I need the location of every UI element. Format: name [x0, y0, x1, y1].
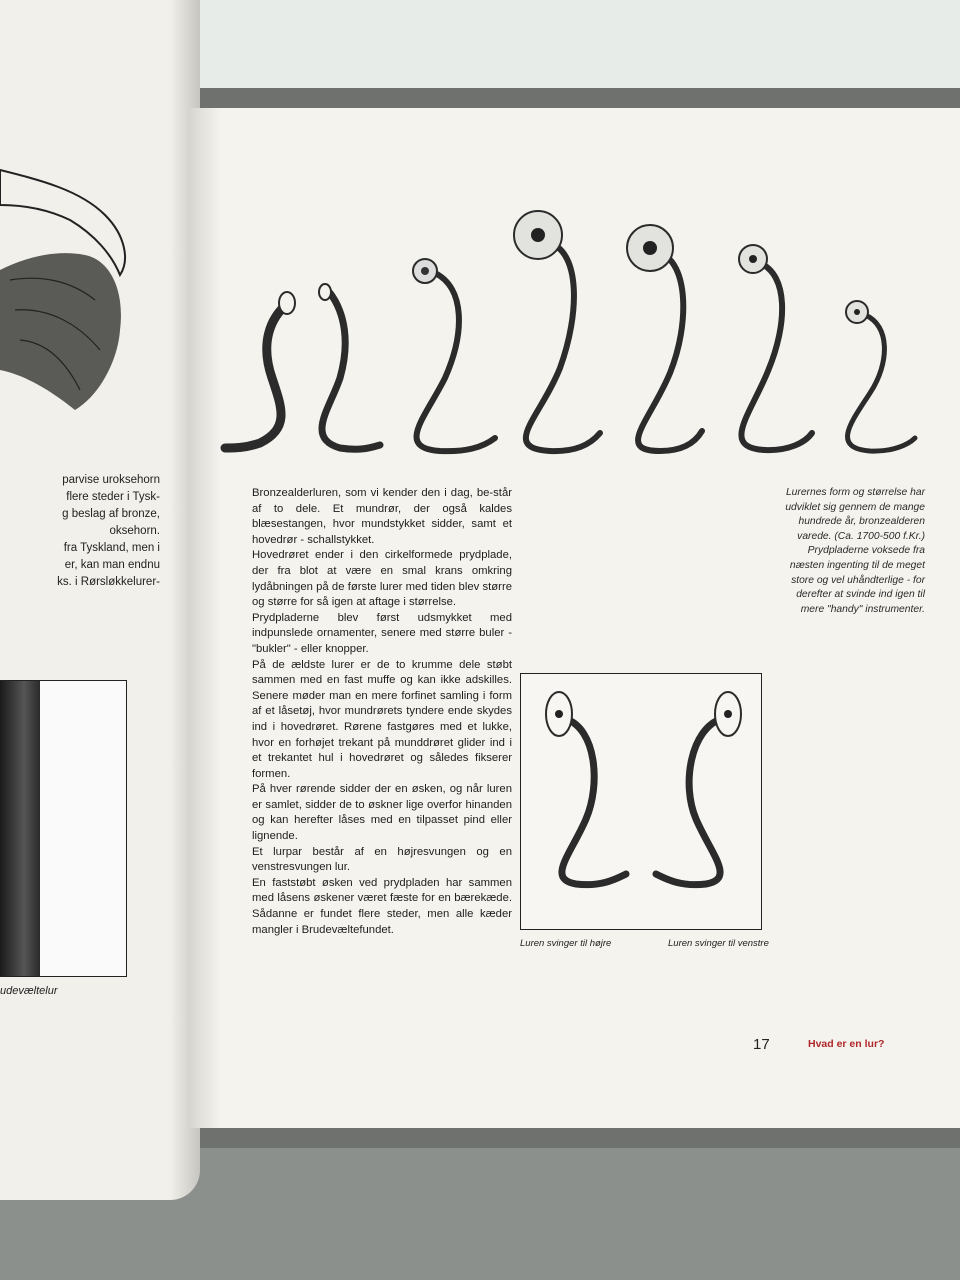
lur-pair-diagram: [520, 673, 762, 930]
right-gutter-shadow: [190, 108, 220, 1128]
paragraph: På de ældste lurer er de to krumme dele støbt sammen med en fast muffe og kan ikke adskilles. Senere møder man en mere forfinet samling i form af et låsetøj, hvor mundrørets tyndere ende skydes ind i hovedrøret. Rørene fastgøres med et lukke, hvor en forhøjet trekant på munddrøret glider ind i et trekantet hul i hovedrøret og således fikserer formen.: [252, 658, 512, 780]
running-head: Hvad er en lur?: [808, 1038, 885, 1050]
left-text-line: ks. i Rørsløkkelurer-: [57, 576, 160, 588]
left-text-line: fra Tyskland, men i: [63, 542, 160, 554]
left-text-line: g beslag af bronze,: [62, 508, 160, 520]
paragraph: Hovedrøret ender i den cirkelformede prydplade, der fra blot at være en smal krans omkring lydåbningen på de første lurer med tiden blev større og større for så igen at aftage i størrelse.: [252, 549, 512, 609]
lur-pair-illustration: [521, 674, 761, 929]
main-body-text: [252, 486, 512, 938]
left-page-text: [0, 472, 160, 591]
aurochs-head-illustration: [0, 160, 140, 420]
left-page: [0, 0, 200, 1200]
lur-photo-shadow: [0, 681, 40, 976]
paragraph: Prydpladerne blev først udsmykket med indpunslede ornamenter, senere med større buler - "bukler" - eller knopper.: [252, 611, 512, 655]
left-text-line: oksehorn.: [109, 525, 160, 537]
paragraph: Bronzealderluren, som vi kender den i dag, be-står af to dele. Et mundrør, der også kaldes blæsestangen, hvor mundstykket sidder, samt et hovedrør - schallstykket.: [252, 487, 512, 546]
paragraph: En faststøbt øsken ved prydpladen har sammen med låsens øskener været fæste for en bærekæde. Sådanne er fundet flere steder, men alle kæder mangler i Brudevæltefundet.: [252, 876, 512, 936]
caption-right-swing: Luren svinger til højre: [520, 938, 612, 949]
caption-left-swing: Luren svinger til venstre: [668, 938, 769, 949]
side-note: Lurernes form og størrelse har udviklet sig gennem de mange hundrede år, bronzealderen varede. (Ca. 1700-500 f.Kr.) Prydpladerne voksede fra næsten ingenting til de meget store og vel uhåndterlige - for derefter at svinde ind igen til mere "handy" instrumenter.: [785, 487, 925, 615]
left-text-line: parvise uroksehorn: [62, 474, 160, 486]
lur-evolution-illustration: [220, 193, 930, 468]
paragraph: På hver rørende sidder der en øsken, og når luren er samlet, sidder de to øskner lige overfor hinanden og kan herefter låses med en tilpasset pind eller lignende.: [252, 783, 512, 843]
right-page: [190, 108, 960, 1128]
left-photo-caption: udevæltelur: [0, 985, 58, 997]
left-text-line: er, kan man endnu: [64, 559, 160, 571]
page-number: 17: [753, 1036, 770, 1053]
paragraph: Et lurpar består af en højresvungen og en venstresvungen lur.: [252, 845, 512, 874]
left-text-line: flere steder i Tysk-: [66, 491, 160, 503]
lur-photo: [0, 680, 127, 977]
